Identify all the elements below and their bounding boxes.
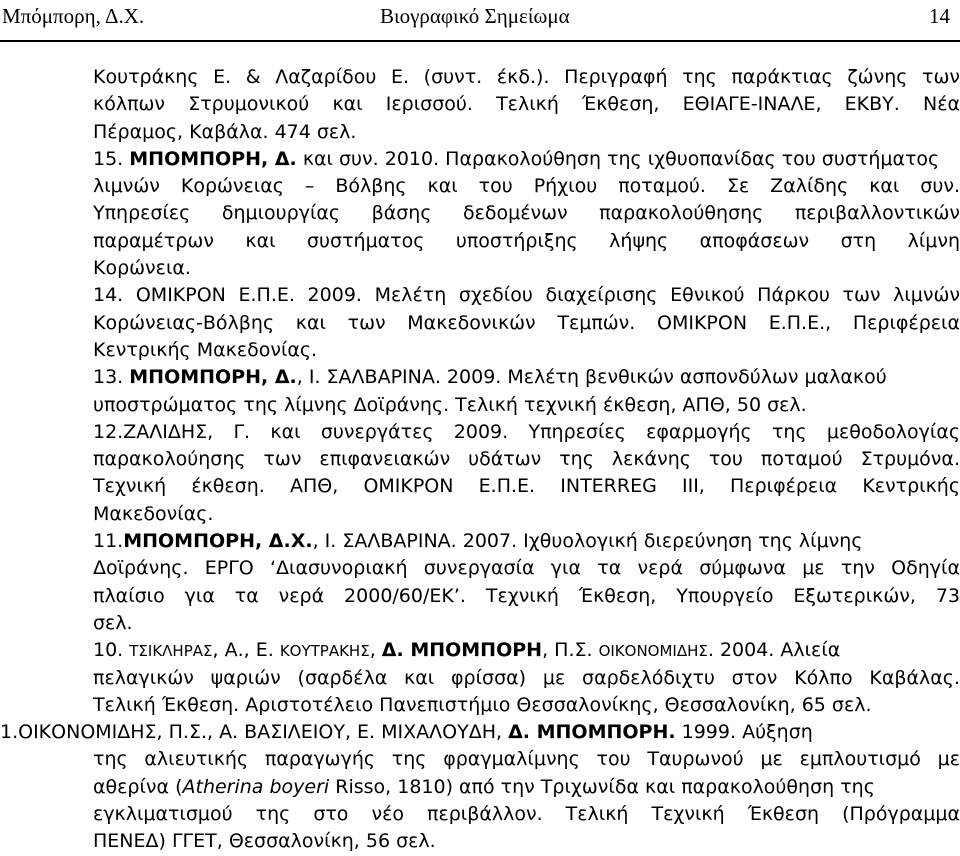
text-line: και συν. 2010. Παρακολούθηση της ιχθυοπανίδας του συστήματος — [302, 147, 940, 170]
text-line: Τεχνική έκθεση. ΑΠΘ, ΟΜΙΚΡΟΝ Ε.Π.Ε. INTERREG III, Περιφέρεια Κεντρικής — [93, 475, 960, 498]
text-line: Μακεδονίας. — [93, 502, 214, 525]
header-author: Μπόμπορη, Δ.Χ. — [2, 4, 145, 28]
text-line: σελ. — [93, 611, 133, 634]
author-bold: Δ. ΜΠΟΜΠΟΡΗ. — [508, 721, 676, 744]
text-line: ΠΕΝΕΔ) ΓΓΕΤ, Θεσσαλονίκη, 56 σελ. — [93, 830, 436, 853]
list-item: 10. ΤΣΙΚΛΗΡΑΣ, Α., Ε. ΚΟΥΤΡΑΚΗΣ, Δ. ΜΠΟΜΠΟΡΗ, Π.Σ. ΟΙΚΟΝΟΜΙΔΗΣ. 2004. Αλιεία — [93, 639, 841, 662]
author-bold: ΜΠΟΜΠΟΡΗ, Δ.Χ. — [123, 530, 313, 553]
text-line: Κουτράκης Ε. & Λαζαρίδου Ε. (συντ. έκδ.). Περιγραφή της παράκτιας ζώνης των — [93, 66, 960, 88]
text-line: . 2004. Αλιεία — [707, 639, 841, 662]
document-body — [0, 64, 960, 856]
author-bold: ΜΠΟΜΠΟΡΗ, Δ. — [129, 147, 297, 170]
text-span: Risso, 1810) από την Τριχωνίδα και παρακολούθηση της — [329, 775, 875, 798]
entry-number: 13. — [93, 366, 124, 389]
entry-number: 10. — [93, 639, 124, 662]
header-rule — [0, 40, 960, 42]
text-line: λιμνών Κορώνειας – Βόλβης και του Ρήχιου ποταμού. Σε Ζαλίδης και συν. — [93, 175, 960, 198]
list-item — [0, 146, 960, 173]
text-line: , Ι. ΣΑΛΒΑΡΙΝΑ. 2009. Μελέτη βενθικών ασπονδύλων μαλακού — [296, 366, 887, 389]
text-line: , Π.Σ. — [542, 639, 593, 662]
text-line: Α., Ε. — [224, 639, 274, 662]
author-smallcaps: ΟΙΚΟΝΟΜΙΔΗΣ — [598, 642, 708, 661]
header-title: Βιογραφικό Σημείωμα — [380, 4, 570, 28]
text-line: Κεντρικής Μακεδονίας. — [93, 338, 318, 361]
text-line: Δοϊράνης. ΕΡΓΟ ‘Διασυνοριακή συνεργασία για τα νερά σύμφωνα με την Οδηγία — [93, 557, 960, 580]
text-line: Τελική Έκθεση. Αριστοτέλειο Πανεπιστήμιο Θεσσαλονίκης, Θεσσαλονίκη, 65 σελ. — [93, 693, 872, 716]
list-item — [0, 528, 960, 555]
text-line: της αλιευτικής παραγωγής της φραγμαλίμνης του Ταυρωνού με εμπλουτισμό με — [93, 748, 960, 771]
text-line: πελαγικών ψαριών (σαρδέλα και φρίσσα) με σαρδελόδιχτυ στον Κόλπο Καβάλας. — [93, 666, 960, 689]
author-smallcaps: ΤΣΙΚΛΗΡΑΣ — [129, 642, 213, 661]
text-line: 1.ΟΙΚΟΝΟΜΙΔΗΣ, Π.Σ., Α. ΒΑΣΙΛΕΙΟΥ, Ε. ΜΙΧΑΛΟΥΔΗ, — [0, 721, 503, 744]
text-line: παραμέτρων και συστήματος υποστήριξης λήψης αποφάσεων στη λίμνη — [93, 229, 960, 252]
list-item: 14. ΟΜΙΚΡΟΝ Ε.Π.Ε. 2009. Μελέτη σχεδίου διαχείρισης Εθνικού Πάρκου των λιμνών — [93, 284, 960, 307]
text-line: Υπηρεσίες δημιουργίας βάσης δεδομένων παρακολούθησης περιβαλλοντικών — [93, 202, 960, 225]
author-bold: ΜΠΟΜΠΟΡΗ, Δ. — [129, 366, 297, 389]
text-line — [0, 774, 960, 801]
author-bold: Δ. ΜΠΟΜΠΟΡΗ — [381, 639, 543, 662]
text-line: , Ι. ΣΑΛΒΑΡΙΝΑ. 2007. Ιχθυολογική διερεύνηση της λίμνης — [312, 530, 863, 553]
entry-number: 15. — [93, 147, 124, 170]
list-item — [0, 364, 960, 391]
text-line: εγκλιματισμού της στο νέο περιβάλλον. Τελική Τεχνική Έκθεση (Πρόγραμμα — [93, 803, 960, 826]
text-line: Κορώνειας-Βόλβης και των Μακεδονικών Τεμπών. ΟΜΙΚΡΟΝ Ε.Π.Ε., Περιφέρεια — [93, 311, 960, 334]
page-number: 14 — [929, 4, 950, 28]
text-line: υποστρώματος της λίμνης Δοϊράνης. Τελική τεχνική έκθεση, ΑΠΘ, 50 σελ. — [93, 393, 807, 416]
text-line: Πέραμος, Καβάλα. 474 σελ. — [93, 120, 357, 143]
list-item — [0, 719, 960, 746]
text-span: αθερίνα ( — [93, 775, 183, 798]
text-line: Κορώνεια. — [93, 257, 191, 280]
text-line: πλαίσιο για τα νερά 2000/60/ΕΚ’. Τεχνική Έκθεση, Υπουργείο Εξωτερικών, 73 — [93, 584, 960, 607]
entry-number: 11. — [93, 530, 124, 553]
text-line: 1999. Αύξηση — [675, 721, 813, 744]
species-name: Atherina boyeri — [182, 775, 330, 798]
page-header — [0, 0, 960, 40]
text-line: κόλπων Στρυμονικού και Ιερισσού. Τελική Έκθεση, ΕΘΙΑΓΕ-ΙΝΑΛΕ, ΕΚΒΥ. Νέα — [93, 93, 960, 116]
list-item: 12.ΖΑΛΙΔΗΣ, Γ. και συνεργάτες 2009. Υπηρεσίες εφαρμογής της μεθοδολογίας — [93, 420, 960, 443]
author-smallcaps: ΚΟΥΤΡΑΚΗΣ — [279, 642, 370, 661]
text-line: παρακολούησης των επιφανειακών υδάτων της λεκάνης του ποταμού Στρυμόνα. — [93, 448, 960, 471]
